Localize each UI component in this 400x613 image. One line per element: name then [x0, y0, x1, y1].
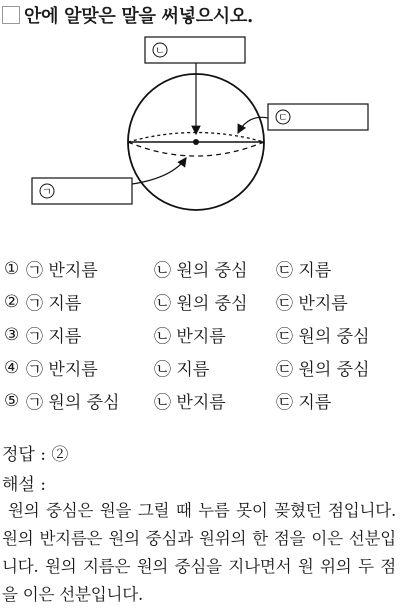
choice-option-c: ㉢ 지름 [276, 261, 332, 281]
choice-option-a: ㉠ 반지름 [26, 360, 98, 380]
choice-option-a: ㉠ 지름 [26, 294, 82, 314]
choice-option-c: ㉢ 지름 [276, 393, 332, 413]
choice-option-b: ㉡ 반지름 [154, 327, 226, 347]
choice-number: ① [4, 258, 20, 279]
choice-option-b: ㉡ 반지름 [154, 393, 226, 413]
choice-number: ④ [4, 357, 20, 378]
answer-line: 정답 : ② [2, 445, 69, 465]
question-header [2, 2, 253, 28]
choice-option-a: ㉠ 반지름 [26, 261, 98, 281]
choice-5[interactable] [4, 384, 396, 417]
center-point [193, 139, 199, 145]
explanation-text: 원의 중심은 원을 그릴 때 누름 못이 꽂혔던 점입니다. 원의 반지름은 원의 중심과 원위의 한 점을 이은 선분입니다. 원의 지름은 원의 중심을 지나면서 원 위의 두 점을 이은 선분입니다. [2, 501, 396, 604]
question-text: 안에 알맞은 말을 써넣으시오. [24, 6, 253, 27]
choice-number: ③ [4, 324, 20, 345]
choice-number: ② [4, 291, 20, 312]
choice-2[interactable] [4, 285, 396, 318]
choice-option-b: ㉡ 원의 중심 [154, 294, 248, 314]
choice-option-b: ㉡ 지름 [154, 360, 210, 380]
choice-option-a: ㉠ 지름 [26, 327, 82, 347]
choice-option-a: ㉠ 원의 중심 [26, 393, 120, 413]
choice-option-c: ㉢ 원의 중심 [276, 360, 370, 380]
label-top-text: ㄴ [155, 46, 165, 57]
choice-option-c: ㉢ 원의 중심 [276, 327, 370, 347]
label-right-text: ㄷ [278, 113, 288, 124]
label-left-text: ㄱ [42, 187, 52, 198]
choice-3[interactable] [4, 318, 396, 351]
explanation-label: 해설 : [2, 475, 46, 495]
choice-4[interactable] [4, 351, 396, 384]
choice-1[interactable] [4, 252, 396, 285]
choice-option-b: ㉡ 원의 중심 [154, 261, 248, 281]
choice-option-c: ㉢ 반지름 [276, 294, 348, 314]
sphere-figure [0, 30, 400, 220]
blank-box [2, 6, 20, 24]
choice-number: ⑤ [4, 390, 20, 411]
choice-list [4, 252, 396, 417]
